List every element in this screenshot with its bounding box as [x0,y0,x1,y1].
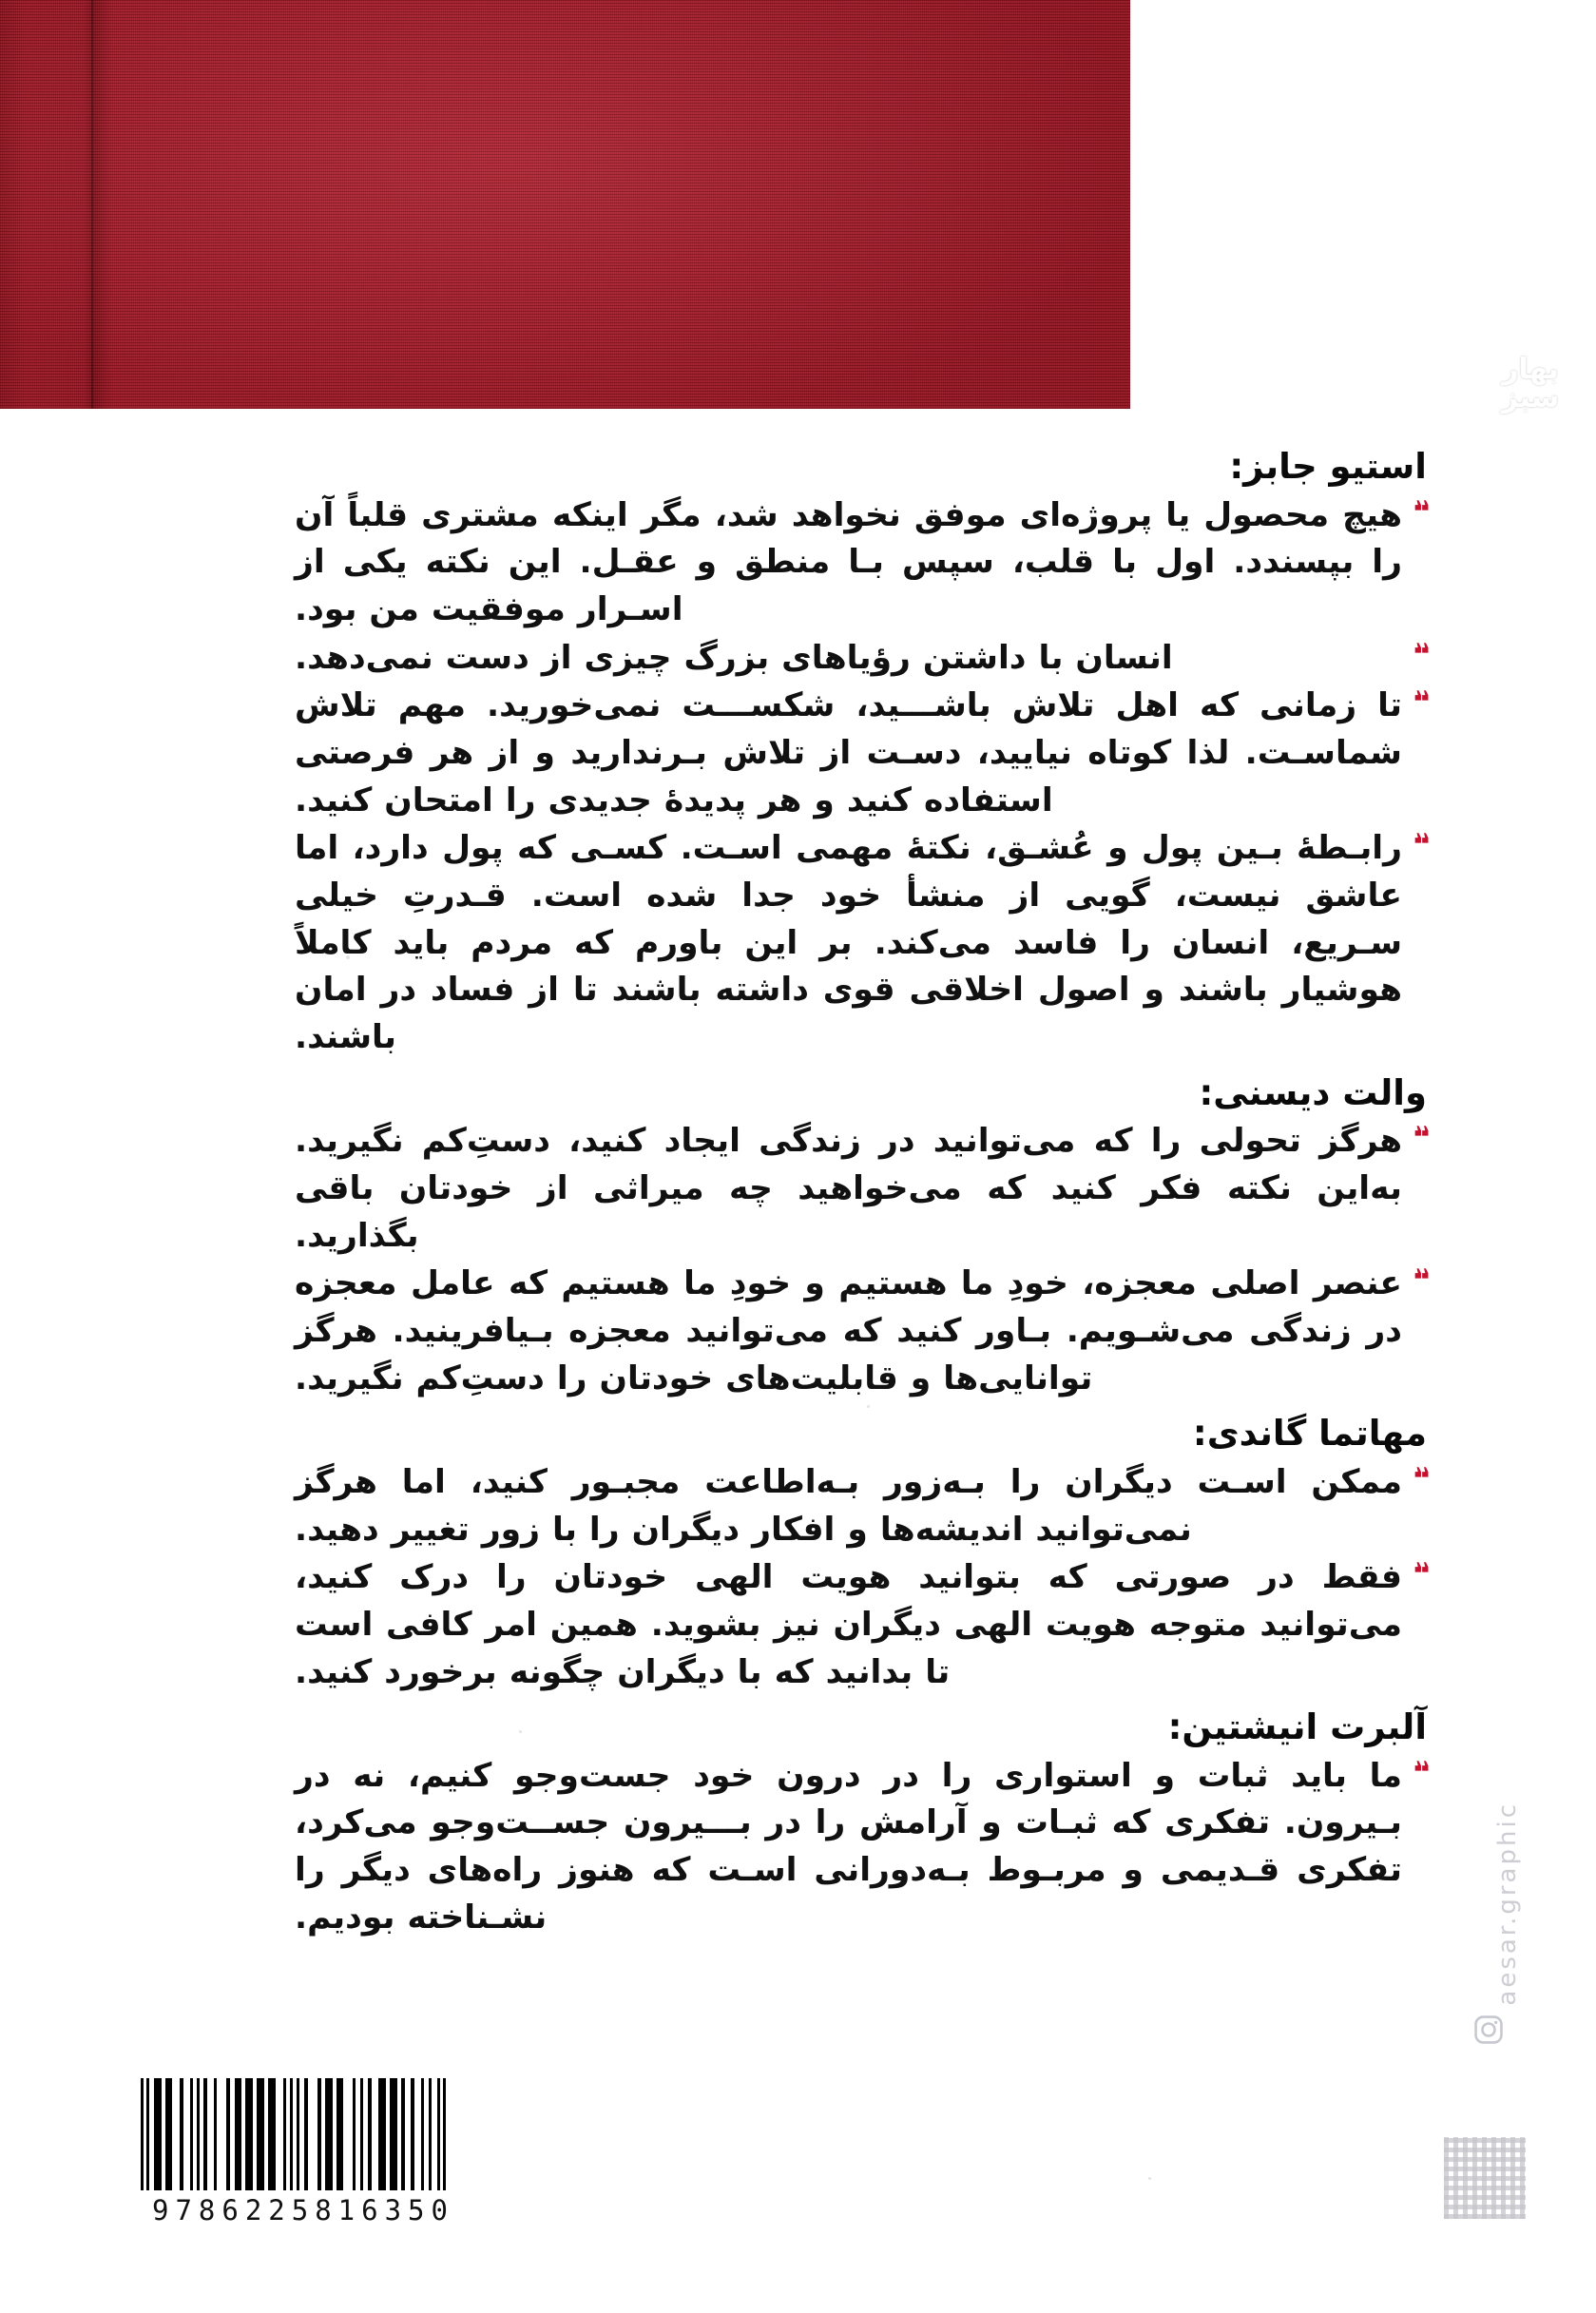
quote-text: ❝ تا زمانی که اهل تلاش باشـــید، شکســـت نمی‌خورید. مهم تلاش شماسـت. لذا کوتاه نیایید، دسـت از تلاش بـرندارید و از هر فرصتی استفاده کنید و هر پدیدهٔ جدیدی را امتحان کنید. [295,683,1427,824]
quote-text: ❝ ما باید ثبات و استواری را در درون خود جست‌وجو کنیم، نه در بـیرون. تفکری که ثبـات و آرامش را در بـــیرون جســت‌وجو می‌کرد، تفکری قـدیمی و مربـوط بـه‌دورانی اسـت که هنوز راه‌های دیگر را نشـناخته بودیم. [295,1753,1427,1942]
spine-fold-line [91,0,93,409]
quote-text: ❝ رابـطهٔ بـین پول و عُشـق، نکتهٔ مهمی اسـت. کسـی که پول دارد، اما عاشق نیست، گویی از منشأ خود جدا شده است. قـدرتِ خیلی سـریع، انسان را فاسد می‌کند. بر این باورم که مردم باید کاملاً هوشیار باشند و اصول اخلاقی قوی داشته باشند تا از فساد در امان باشند. [295,825,1427,1061]
speaker-heading-mahatma-gandhi: مهاتما گاندی: [1192,1413,1427,1455]
red-header-band [0,0,1130,409]
quote-text: ❝ هیچ محصول یا پروژه‌ای موفق نخواهد شد، مگر اینکه مشتری قلباً آن را بپسندد. اول با قلب، سپس بـا منطق و عقـل. این نکته یکی از اسـرار موفقیت من بود. [295,492,1427,634]
quote-text: ❝ عنصر اصلی معجزه، خودِ ما هستیم و خودِ ما هستیم که عامل معجزه در زندگی می‌شـویم. بـاور کنید که می‌توانید معجزه بـیافرینید. هرگز توانایی‌ها و قابلیت‌های خودتان را دستِ‌کم نگیرید. [295,1261,1427,1402]
barcode-bars-icon [141,2078,466,2190]
speaker-heading-albert-einstein: آلبرت انیشتین: [1167,1706,1427,1748]
qr-code-icon [1444,2137,1526,2219]
isbn-number: 9786225816350 [152,2194,454,2226]
instagram-icon [1472,2014,1505,2046]
quote-text: ❝ هرگز تحولی را که می‌توانید در زندگی ایجاد کنید، دستِ‌کم نگیرید. به‌این نکته فکر کنید که می‌خواهید چه میراثی از خودتان باقی بگذارید. [295,1118,1427,1260]
speaker-heading-steve-jobs: استیو جابز: [1229,446,1427,487]
scan-speck [867,1405,870,1408]
quote-text: ❝ فقط در صورتی که بتوانید هویت الهی خودتان را درک کنید، می‌توانید متوجه هویت الهی دیگران نیز بشوید. همین امر کافی است تا بدانید که با دیگران چگونه برخورد کنید. [295,1554,1427,1696]
scan-speck [346,955,350,959]
quote-text: ❝ انسان با داشتن رؤیاهای بزرگ چیزی از دست نمی‌دهد. [295,635,1427,683]
speaker-heading-walt-disney: والت دیسنی: [1199,1071,1427,1113]
quote-text: ❝ ممکن اسـت دیگران را بـه‌زور بـه‌اطاعت مجبـور کنید، اما هرگز نمی‌توانید اندیشه‌ها و افکار دیگران را با زور تغییر دهید. [295,1459,1427,1553]
quotes-content [0,409,1596,1942]
isbn-barcode [141,2078,466,2226]
publisher-name: بهار سبز [1501,353,1560,414]
scan-speck [1148,2177,1151,2180]
scan-speck [519,1730,522,1733]
designer-handle-watermark: aesar.graphic [1493,1802,1522,2006]
